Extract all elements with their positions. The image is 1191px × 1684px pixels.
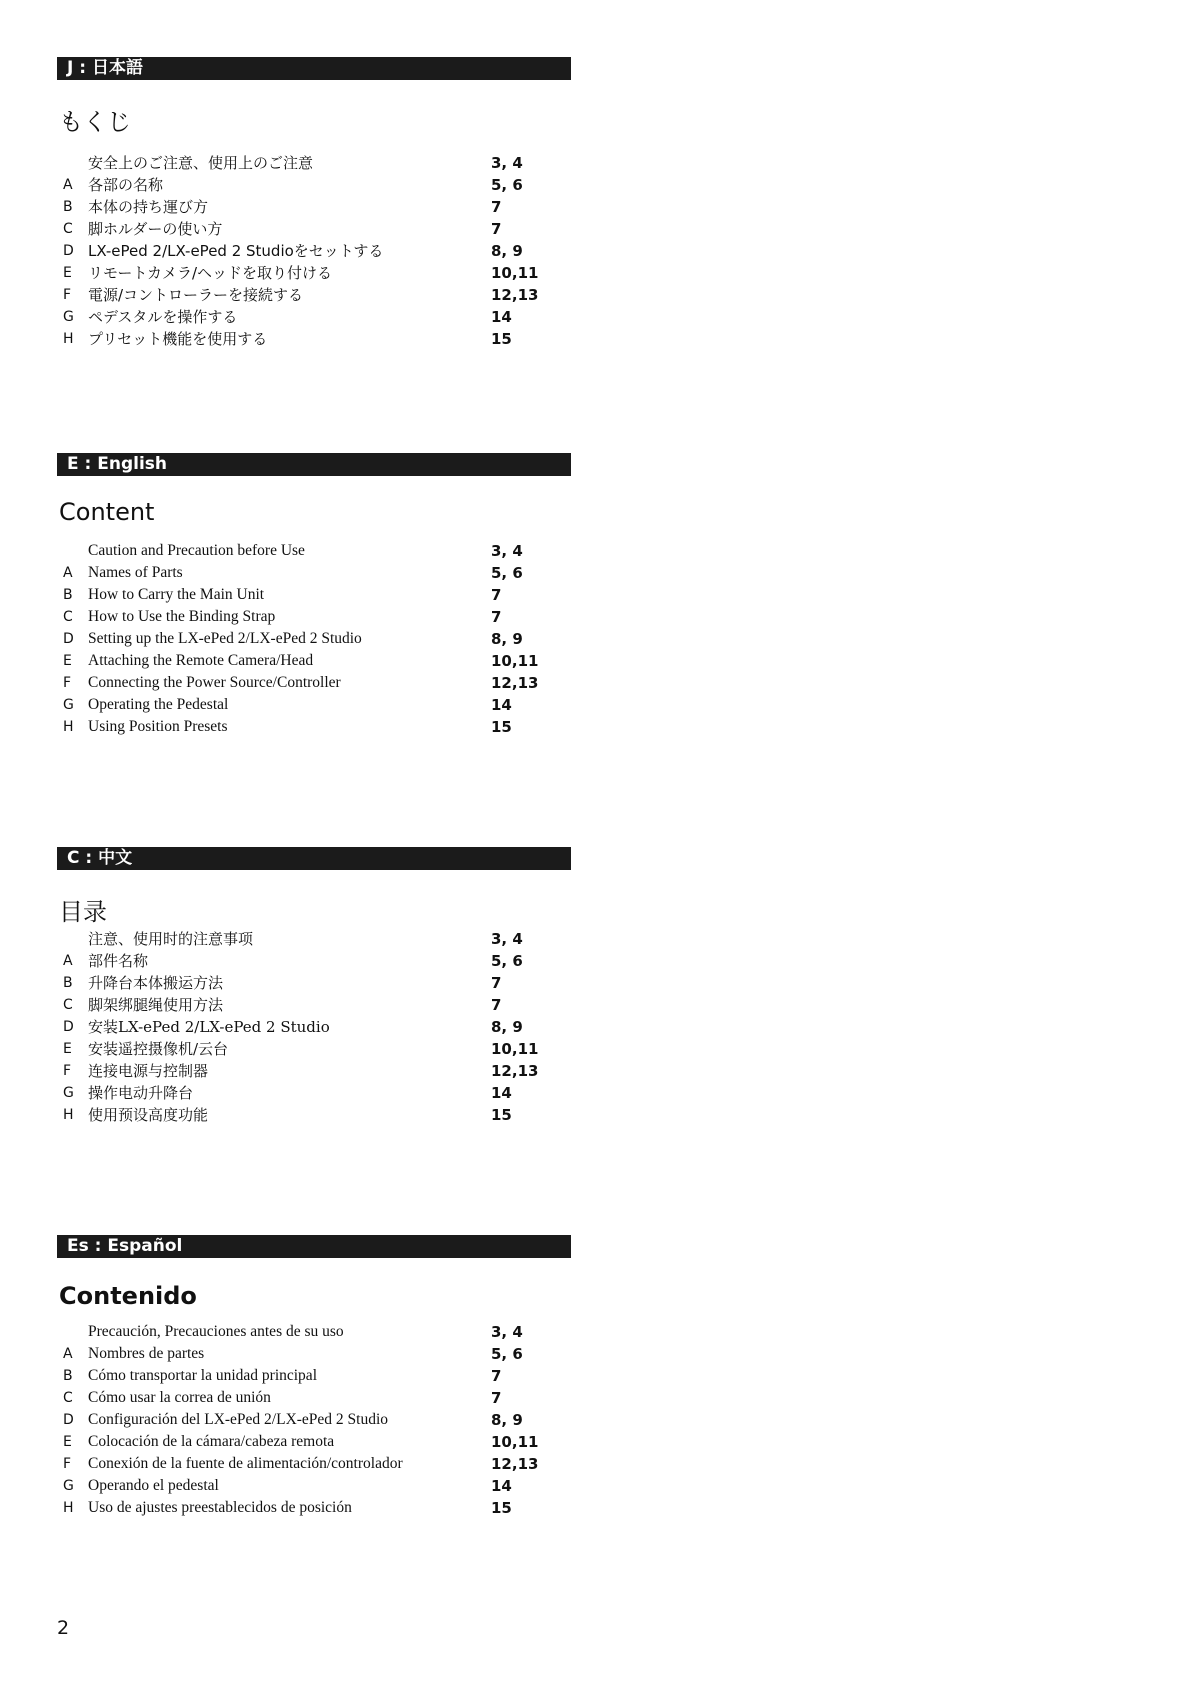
- toc-entry-title: How to Carry the Main Unit: [88, 586, 265, 603]
- toc-row: [57, 1409, 571, 1431]
- toc-row: [57, 650, 571, 672]
- toc-row: [57, 628, 571, 650]
- toc-section-letter: D: [63, 243, 74, 259]
- toc-page-numbers: 12,13: [491, 674, 539, 692]
- toc-section-letter: B: [63, 975, 73, 991]
- toc-entry-title: Nombres de partes: [88, 1345, 205, 1362]
- toc-section-letter: H: [63, 1107, 74, 1123]
- toc-entry-title: 安装LX-ePed 2/LX-ePed 2 Studio: [88, 1018, 330, 1036]
- toc-section-letter: G: [63, 1478, 74, 1494]
- toc-entry-title: 電源/コントローラーを接続する: [88, 286, 304, 304]
- toc-section-letter: B: [63, 587, 73, 603]
- toc-entry-title: プリセット機能を使用する: [88, 330, 268, 348]
- toc-page-numbers: 3, 4: [491, 930, 523, 948]
- toc-page-numbers: 5, 6: [491, 176, 523, 194]
- toc-entry-title: 脚ホルダーの使い方: [88, 220, 223, 238]
- toc-section-letter: A: [63, 1346, 73, 1362]
- section-english: [57, 453, 571, 753]
- toc-entry-title: How to Use the Binding Strap: [88, 608, 276, 625]
- toc-page-numbers: 14: [491, 1477, 512, 1495]
- toc-row: [57, 1038, 571, 1060]
- toc-entry-title: Precaución, Precauciones antes de su uso: [88, 1323, 344, 1340]
- section-heading: もくじ: [59, 108, 131, 136]
- toc-list: [57, 540, 571, 738]
- toc-row: [57, 584, 571, 606]
- toc-entry-title: Attaching the Remote Camera/Head: [88, 652, 314, 669]
- toc-entry-title: ペデスタルを操作する: [88, 308, 238, 326]
- toc-page-numbers: 8, 9: [491, 1018, 523, 1036]
- toc-entry-title: Setting up the LX-ePed 2/LX-ePed 2 Studio: [88, 630, 362, 647]
- toc-page-numbers: 5, 6: [491, 1345, 523, 1363]
- toc-row: [57, 1321, 571, 1343]
- toc-page-numbers: 10,11: [491, 1433, 539, 1451]
- toc-row: [57, 972, 571, 994]
- toc-list: [57, 152, 571, 350]
- toc-section-letter: E: [63, 265, 72, 281]
- toc-page-numbers: 10,11: [491, 264, 539, 282]
- toc-page-numbers: 7: [491, 586, 502, 604]
- toc-section-letter: F: [63, 287, 72, 303]
- toc-section-letter: A: [63, 565, 73, 581]
- toc-row: [57, 1104, 571, 1126]
- page-number: 2: [57, 1617, 70, 1639]
- toc-section-letter: D: [63, 1412, 74, 1428]
- toc-page-numbers: 12,13: [491, 286, 539, 304]
- toc-entry-title: Cómo transportar la unidad principal: [88, 1367, 317, 1384]
- toc-row: [57, 328, 571, 350]
- toc-entry-title: Cómo usar la correa de unión: [88, 1389, 271, 1406]
- toc-row: [57, 1060, 571, 1082]
- toc-section-letter: D: [63, 631, 74, 647]
- toc-row: [57, 1343, 571, 1365]
- toc-section-letter: E: [63, 653, 72, 669]
- toc-page-numbers: 8, 9: [491, 1411, 523, 1429]
- language-label-bar: C : 中文: [57, 847, 571, 870]
- language-label-bar: E : English: [57, 453, 571, 476]
- toc-page-numbers: 10,11: [491, 1040, 539, 1058]
- toc-page-numbers: 3, 4: [491, 154, 523, 172]
- toc-entry-title: 安装遥控摄像机/云台: [88, 1040, 229, 1058]
- toc-section-letter: G: [63, 309, 74, 325]
- toc-entry-title: 使用预设高度功能: [88, 1106, 209, 1124]
- toc-page-numbers: 12,13: [491, 1455, 539, 1473]
- toc-section-letter: H: [63, 1500, 74, 1516]
- toc-page-numbers: 5, 6: [491, 564, 523, 582]
- toc-page-numbers: 15: [491, 718, 512, 736]
- toc-row: [57, 694, 571, 716]
- toc-row: [57, 672, 571, 694]
- toc-page-numbers: 7: [491, 996, 502, 1014]
- toc-section-letter: A: [63, 177, 73, 193]
- toc-section-letter: B: [63, 1368, 73, 1384]
- toc-section-letter: C: [63, 1390, 73, 1406]
- toc-row: [57, 1365, 571, 1387]
- toc-row: [57, 1475, 571, 1497]
- toc-page-numbers: 14: [491, 308, 512, 326]
- toc-entry-title: Uso de ajustes preestablecidos de posición: [88, 1499, 352, 1516]
- toc-section-letter: E: [63, 1434, 72, 1450]
- toc-row: [57, 928, 571, 950]
- toc-section-letter: C: [63, 997, 73, 1013]
- toc-row: [57, 1016, 571, 1038]
- toc-row: [57, 284, 571, 306]
- toc-entry-title: Conexión de la fuente de alimentación/controlador: [88, 1455, 403, 1472]
- toc-page-numbers: 3, 4: [491, 542, 523, 560]
- toc-section-letter: A: [63, 953, 73, 969]
- toc-section-letter: F: [63, 1456, 72, 1472]
- toc-row: [57, 240, 571, 262]
- toc-entry-title: 脚架绑腿绳使用方法: [88, 996, 224, 1014]
- toc-row: [57, 950, 571, 972]
- toc-section-letter: H: [63, 331, 74, 347]
- toc-row: [57, 1453, 571, 1475]
- toc-page-numbers: 8, 9: [491, 630, 523, 648]
- toc-row: [57, 1431, 571, 1453]
- toc-page-numbers: 15: [491, 1499, 512, 1517]
- toc-section-letter: F: [63, 675, 72, 691]
- toc-page-numbers: 8, 9: [491, 242, 523, 260]
- toc-entry-title: Configuración del LX-ePed 2/LX-ePed 2 Studio: [88, 1411, 389, 1428]
- toc-section-letter: H: [63, 719, 74, 735]
- toc-page-numbers: 15: [491, 1106, 512, 1124]
- toc-entry-title: 部件名称: [88, 952, 149, 970]
- toc-entry-title: LX-ePed 2/LX-ePed 2 Studioをセットする: [88, 242, 384, 260]
- toc-entry-title: Names of Parts: [88, 564, 183, 581]
- toc-entry-title: 操作电动升降台: [88, 1084, 194, 1102]
- toc-section-letter: C: [63, 609, 73, 625]
- section-heading: Content: [59, 498, 155, 526]
- toc-section-letter: C: [63, 221, 73, 237]
- toc-entry-title: Colocación de la cámara/cabeza remota: [88, 1433, 335, 1450]
- toc-page-numbers: 7: [491, 608, 502, 626]
- toc-entry-title: Using Position Presets: [88, 718, 228, 735]
- toc-row: [57, 262, 571, 284]
- language-label-bar: J : 日本語: [57, 57, 571, 80]
- toc-section-letter: F: [63, 1063, 72, 1079]
- section-heading: 目录: [59, 898, 107, 926]
- toc-row: [57, 306, 571, 328]
- toc-section-letter: E: [63, 1041, 72, 1057]
- toc-row: [57, 994, 571, 1016]
- toc-page-numbers: 7: [491, 1389, 502, 1407]
- toc-entry-title: Operating the Pedestal: [88, 696, 229, 713]
- toc-row: [57, 540, 571, 562]
- toc-entry-title: Caution and Precaution before Use: [88, 542, 305, 559]
- section-japanese: [57, 57, 571, 357]
- toc-row: [57, 562, 571, 584]
- toc-row: [57, 218, 571, 240]
- toc-entry-title: 各部の名称: [88, 176, 164, 194]
- toc-entry-title: リモートカメラ/ヘッドを取り付ける: [88, 264, 333, 282]
- toc-list: [57, 928, 571, 1126]
- toc-page-numbers: 14: [491, 1084, 512, 1102]
- toc-section-letter: B: [63, 199, 73, 215]
- toc-page-numbers: 3, 4: [491, 1323, 523, 1341]
- toc-page-numbers: 15: [491, 330, 512, 348]
- section-chinese: [57, 847, 571, 1147]
- toc-entry-title: 本体の持ち運び方: [88, 198, 209, 216]
- toc-page-numbers: 7: [491, 220, 502, 238]
- toc-row: [57, 1497, 571, 1519]
- toc-entry-title: Connecting the Power Source/Controller: [88, 674, 341, 691]
- toc-row: [57, 1387, 571, 1409]
- language-label-bar: Es : Español: [57, 1235, 571, 1258]
- toc-page-numbers: 10,11: [491, 652, 539, 670]
- toc-entry-title: 连接电源与控制器: [88, 1062, 209, 1080]
- toc-page-numbers: 7: [491, 974, 502, 992]
- toc-row: [57, 716, 571, 738]
- toc-page-numbers: 5, 6: [491, 952, 523, 970]
- toc-list: [57, 1321, 571, 1519]
- toc-row: [57, 1082, 571, 1104]
- toc-row: [57, 152, 571, 174]
- section-heading: Contenido: [59, 1282, 197, 1310]
- toc-entry-title: 升降台本体搬运方法: [88, 974, 224, 992]
- toc-section-letter: D: [63, 1019, 74, 1035]
- toc-section-letter: G: [63, 697, 74, 713]
- toc-row: [57, 196, 571, 218]
- section-spanish: [57, 1235, 571, 1535]
- toc-row: [57, 606, 571, 628]
- toc-page-numbers: 7: [491, 198, 502, 216]
- toc-page-numbers: 14: [491, 696, 512, 714]
- toc-entry-title: 安全上のご注意、使用上のご注意: [88, 154, 314, 172]
- toc-section-letter: G: [63, 1085, 74, 1101]
- toc-row: [57, 174, 571, 196]
- toc-page-numbers: 12,13: [491, 1062, 539, 1080]
- toc-entry-title: 注意、使用时的注意事项: [88, 930, 254, 948]
- toc-page-numbers: 7: [491, 1367, 502, 1385]
- toc-entry-title: Operando el pedestal: [88, 1477, 219, 1494]
